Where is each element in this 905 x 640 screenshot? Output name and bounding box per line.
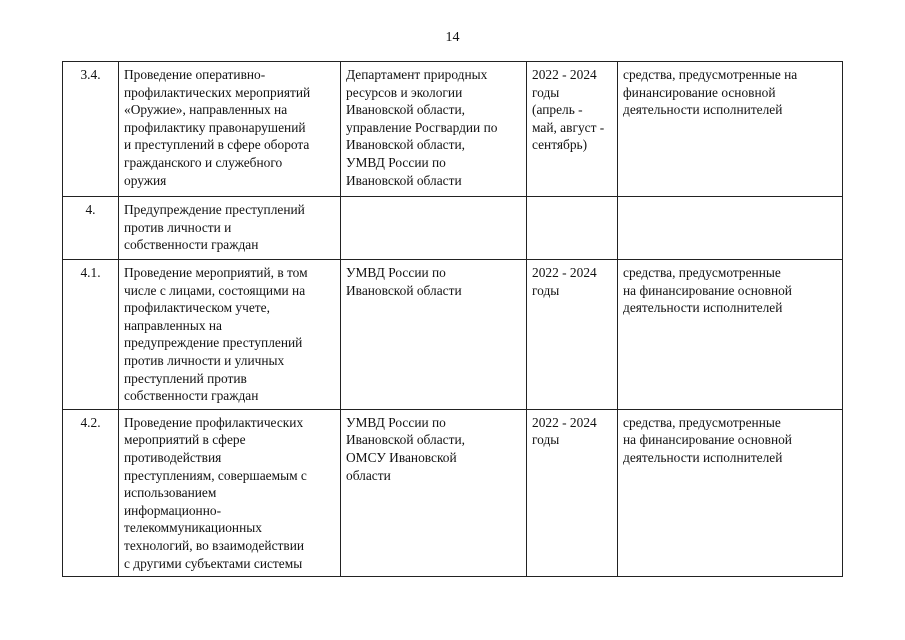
event-description: Проведение мероприятий, в том числе с лицами, состоящими на профилактическом учете, направленных на предупреждение преступлений против личности и уличных преступлений против собственности граждан: [119, 260, 341, 410]
funding-cell: средства, предусмотренные на финансирование основной деятельности исполнителей: [618, 409, 843, 576]
table-row: [63, 197, 843, 260]
row-number: 3.4.: [63, 62, 119, 197]
table-row: [63, 260, 843, 410]
event-description: Проведение профилактических мероприятий в сфере противодействия преступлениям, совершаемым с использованием информационно- телекоммуникационных технологий, во взаимодействии с другими субъектами системы: [119, 409, 341, 576]
executor-cell: УМВД России по Ивановской области, ОМСУ Ивановской области: [341, 409, 527, 576]
period-cell: 2022 - 2024 годы: [527, 260, 618, 410]
executor-cell: УМВД России по Ивановской области: [341, 260, 527, 410]
funding-cell: средства, предусмотренные на финансирование основной деятельности исполнителей: [618, 260, 843, 410]
activities-table: [62, 61, 843, 577]
row-number: 4.2.: [63, 409, 119, 576]
period-cell: 2022 - 2024 годы (апрель - май, август - сентябрь): [527, 62, 618, 197]
table-row: [63, 409, 843, 576]
page-number: 14: [445, 30, 460, 45]
row-number: 4.: [63, 197, 119, 260]
event-description: Предупреждение преступлений против личности и собственности граждан: [119, 197, 341, 260]
event-description: Проведение оперативно- профилактических мероприятий «Оружие», направленных на профилактику правонарушений и преступлений в сфере оборота гражданского и служебного оружия: [119, 62, 341, 197]
executor-cell: Департамент природных ресурсов и экологии Ивановской области, управление Росгвардии по Ивановской области, УМВД России по Ивановской области: [341, 62, 527, 197]
period-cell: 2022 - 2024 годы: [527, 409, 618, 576]
table-row: [63, 62, 843, 197]
funding-cell: [618, 197, 843, 260]
funding-cell: средства, предусмотренные на финансирование основной деятельности исполнителей: [618, 62, 843, 197]
period-cell: [527, 197, 618, 260]
row-number: 4.1.: [63, 260, 119, 410]
executor-cell: [341, 197, 527, 260]
